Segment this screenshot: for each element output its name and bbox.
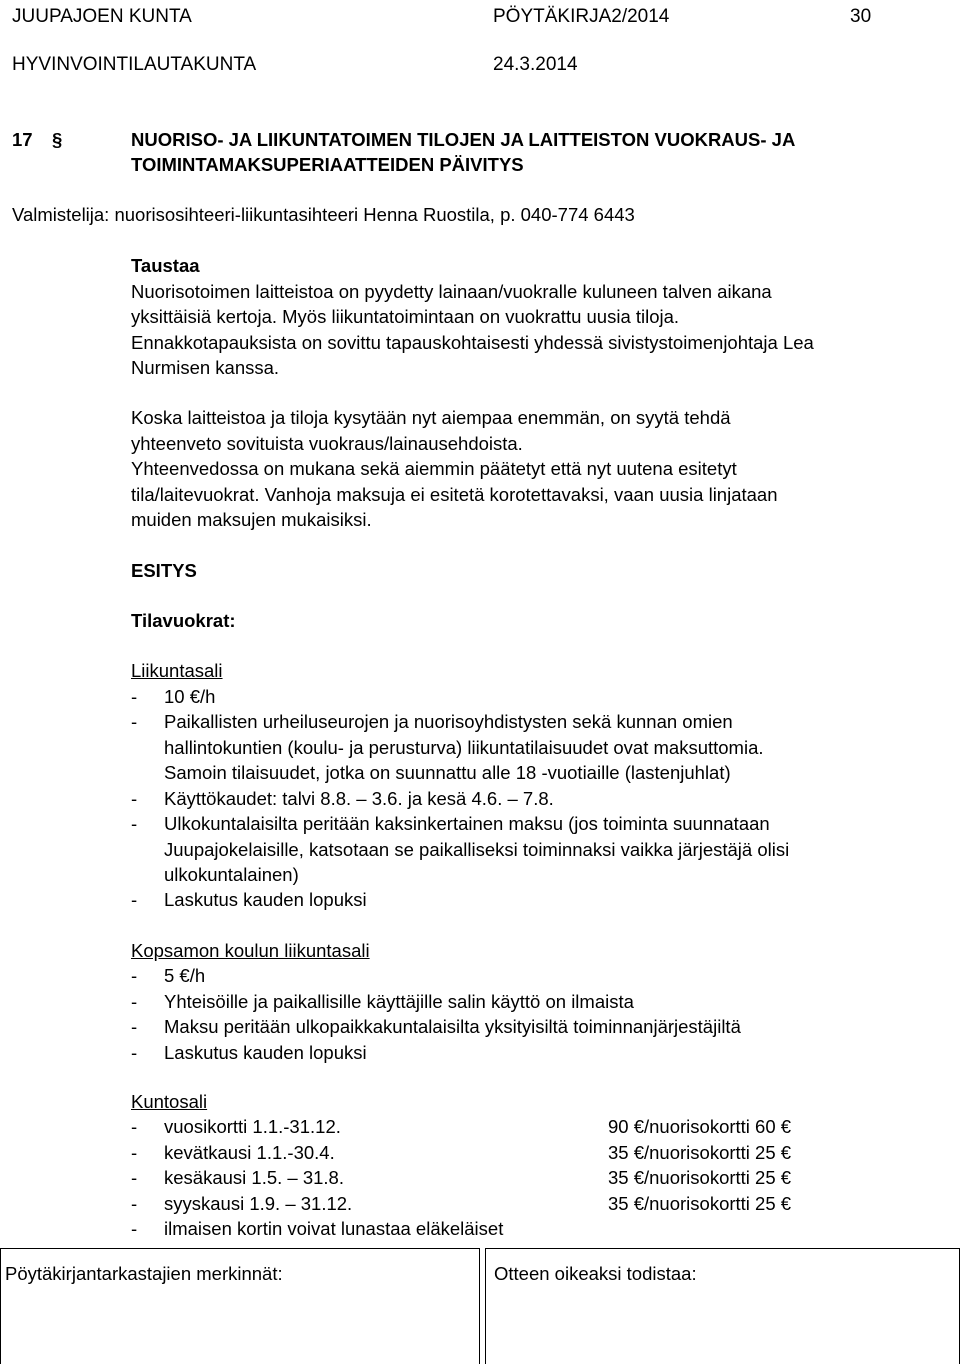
price-period: vuosikortti 1.1.-31.12. [164, 1116, 341, 1137]
certification-label: Otteen oikeaksi todistaa: [494, 1263, 697, 1284]
background-line: Nuorisotoimen laitteistoa on pyydetty lainaan/vuokralle kuluneen talven aikana [131, 281, 772, 302]
certification-box [485, 1248, 960, 1364]
background-line: yksittäisiä kertoja. Myös liikuntatoimintaan on vuokrattu uusia tiloja. [131, 306, 680, 327]
price-period: kesäkausi 1.5. – 31.8. [164, 1167, 344, 1188]
bullet-dash: - [131, 965, 138, 986]
bullet-dash: - [131, 889, 138, 910]
background-line: Ennakkotapauksista on sovittu tapauskohtaisesti yhdessä sivistystoimenjohtaja Lea [131, 332, 814, 353]
section-sign: § [52, 129, 63, 150]
list-item: Yhteisöille ja paikallisille käyttäjille salin käyttö on ilmaista [164, 991, 634, 1012]
background-heading: Taustaa [131, 255, 200, 276]
background-line: Yhteenvedossa on mukana sekä aiemmin päätetyt että nyt uutena esitetyt [131, 458, 737, 479]
list-item: Laskutus kauden lopuksi [164, 889, 367, 910]
list-item: Laskutus kauden lopuksi [164, 1042, 367, 1063]
kuntosali-title: Kuntosali [131, 1091, 208, 1112]
bullet-dash: - [131, 1142, 138, 1163]
bullet-dash: - [131, 1218, 138, 1239]
bullet-dash: - [131, 711, 138, 732]
bullet-dash: - [131, 1016, 138, 1037]
page-number: 30 [850, 6, 872, 27]
list-item-continued: ulkokuntalainen) [164, 864, 299, 885]
preparer: Valmistelija: nuorisosihteeri-liikuntasihteeri Henna Ruostila, p. 040-774 6443 [12, 204, 635, 225]
section-title-line2: TOIMINTAMAKSUPERIAATTEIDEN PÄIVITYS [131, 154, 524, 175]
bullet-dash: - [131, 813, 138, 834]
list-item: Ulkokuntalaisilta peritään kaksinkertainen maksu (jos toiminta suunnataan [164, 813, 770, 834]
bullet-dash: - [131, 686, 138, 707]
proposal-heading: ESITYS [131, 560, 197, 581]
bullet-dash: - [131, 788, 138, 809]
price-value: 35 €/nuorisokortti 25 € [608, 1193, 792, 1214]
bullet-dash: - [131, 1042, 138, 1063]
background-line: tila/laitevuokrat. Vanhoja maksuja ei esitetä korotettavaksi, vaan uusia linjataan [131, 484, 778, 505]
list-item: Käyttökaudet: talvi 8.8. – 3.6. ja kesä 4.6. – 7.8. [164, 788, 554, 809]
price-value: 90 €/nuorisokortti 60 € [608, 1116, 792, 1137]
price-value: 35 €/nuorisokortti 25 € [608, 1142, 792, 1163]
price-value: 35 €/nuorisokortti 25 € [608, 1167, 792, 1188]
price-period: syyskausi 1.9. – 31.12. [164, 1193, 353, 1214]
price-period: kevätkausi 1.1.-30.4. [164, 1142, 335, 1163]
board-name: HYVINVOINTILAUTAKUNTA [12, 54, 257, 75]
reviewers-notes-box [0, 1248, 480, 1364]
section-title-line1: NUORISO- JA LIIKUNTATOIMEN TILOJEN JA LAITTEISTON VUOKRAUS- JA [131, 129, 796, 150]
list-item: ilmaisen kortin voivat lunastaa eläkeläiset [164, 1218, 504, 1239]
background-line: Nurmisen kanssa. [131, 357, 280, 378]
bullet-dash: - [131, 991, 138, 1012]
kopsamo-title: Kopsamon koulun liikuntasali [131, 940, 370, 961]
document-number: PÖYTÄKIRJA2/2014 [493, 6, 670, 27]
proposal-subheading: Tilavuokrat: [131, 610, 236, 631]
list-item-continued: Samoin tilaisuudet, jotka on suunnattu alle 18 -vuotiaille (lastenjuhlat) [164, 762, 731, 783]
list-item: Paikallisten urheiluseurojen ja nuorisoyhdistysten sekä kunnan omien [164, 711, 733, 732]
bullet-dash: - [131, 1167, 138, 1188]
meeting-date: 24.3.2014 [493, 54, 578, 75]
list-item: Maksu peritään ulkopaikkakuntalaisilta yksityisiltä toiminnanjärjestäjiltä [164, 1016, 741, 1037]
bullet-dash: - [131, 1116, 138, 1137]
list-item: 5 €/h [164, 965, 206, 986]
bullet-dash: - [131, 1193, 138, 1214]
background-line: muiden maksujen mukaisiksi. [131, 509, 372, 530]
footer [0, 1248, 960, 1364]
reviewers-notes-label: Pöytäkirjantarkastajien merkinnät: [5, 1263, 283, 1284]
section-number: 17 [12, 129, 33, 150]
background-line: yhteenveto sovituista vuokraus/lainausehdoista. [131, 433, 523, 454]
liikuntasali-title: Liikuntasali [131, 660, 223, 681]
list-item-continued: hallintokuntien (koulu- ja perusturva) liikuntatilaisuudet ovat maksuttomia. [164, 737, 764, 758]
list-item-continued: Juupajokelaisille, katsotaan se paikalliseksi toiminnaksi vaikka järjestäjä olisi [164, 839, 790, 860]
background-line: Koska laitteistoa ja tiloja kysytään nyt aiempaa enemmän, on syytä tehdä [131, 407, 731, 428]
org-name: JUUPAJOEN KUNTA [12, 6, 192, 27]
list-item: 10 €/h [164, 686, 216, 707]
